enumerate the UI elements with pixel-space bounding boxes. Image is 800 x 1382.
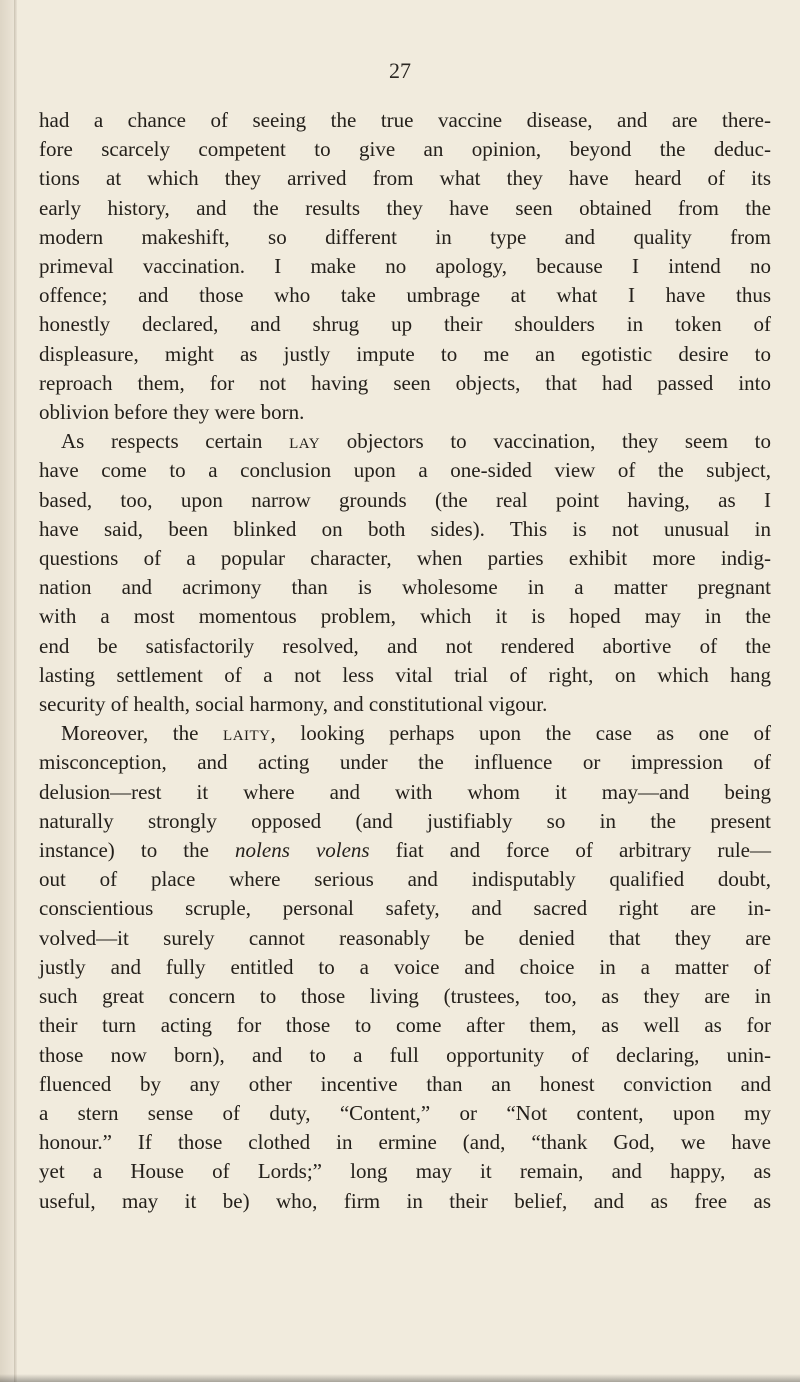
text-line: As respects certain lay objectors to vaccination, they seem to — [61, 429, 771, 454]
text-line: with a most momentous problem, which it is hoped may in the — [39, 604, 771, 629]
page-number: 27 — [389, 58, 411, 83]
text-line: such great concern to those living (trustees, too, as they are in — [39, 984, 771, 1009]
text-line: security of health, social harmony, and constitutional vigour. — [39, 692, 548, 717]
text-line: delusion—rest it where and with whom it may—and being — [39, 779, 771, 804]
text-line: fore scarcely competent to give an opinion, beyond the deduc- — [39, 137, 771, 162]
text-line: those now born), and to a full opportunity of declaring, unin- — [39, 1042, 771, 1067]
text-line: honour.” If those clothed in ermine (and, “thank God, we have — [39, 1130, 771, 1155]
text-line: instance) to the nolens volens fiat and force of arbitrary rule— — [39, 838, 771, 863]
text-line: based, too, upon narrow grounds (the real point having, as I — [39, 487, 771, 512]
text-line: Moreover, the laity, looking perhaps upon the case as one of — [61, 721, 771, 746]
text-line: honestly declared, and shrug up their shoulders in token of — [39, 312, 771, 337]
page-gutter-line — [14, 0, 17, 1382]
text-line: have said, been blinked on both sides). This is not unusual in — [39, 516, 771, 541]
text-line: justly and fully entitled to a voice and choice in a matter of — [39, 954, 771, 979]
paragraph-3 — [39, 719, 771, 1215]
text-line: fluenced by any other incentive than an honest conviction and — [39, 1071, 771, 1096]
text-line: reproach them, for not having seen objects, that had passed into — [39, 370, 771, 395]
text-line: nation and acrimony than is wholesome in a matter pregnant — [39, 575, 771, 600]
page-bottom-edge — [0, 1374, 800, 1382]
text-line: useful, may it be) who, firm in their belief, and as free as — [39, 1188, 771, 1213]
paragraph-2 — [39, 427, 771, 719]
text-line: tions at which they arrived from what they have heard of its — [39, 166, 771, 191]
text-line: have come to a conclusion upon a one-sided view of the subject, — [39, 458, 771, 483]
text-line: modern makeshift, so different in type and quality from — [39, 224, 771, 249]
text-line: displeasure, might as justly impute to me an egotistic desire to — [39, 341, 771, 366]
text-line: misconception, and acting under the influence or impression of — [39, 750, 771, 775]
text-line: primeval vaccination. I make no apology, because I intend no — [39, 254, 771, 279]
text-line: a stern sense of duty, “Content,” or “Not content, upon my — [39, 1100, 771, 1125]
paragraph-1 — [39, 106, 771, 427]
text-line: yet a House of Lords;” long may it remain, and happy, as — [39, 1159, 771, 1184]
text-line: oblivion before they were born. — [39, 400, 305, 425]
page-gutter-shade — [0, 0, 14, 1382]
text-line: out of place where serious and indisputably qualified doubt, — [39, 867, 771, 892]
text-line: conscientious scruple, personal safety, and sacred right are in- — [39, 896, 771, 921]
text-line: early history, and the results they have seen obtained from the — [39, 195, 771, 220]
text-line: questions of a popular character, when parties exhibit more indig- — [39, 546, 771, 571]
text-line: naturally strongly opposed (and justifiably so in the present — [39, 808, 771, 833]
text-line: had a chance of seeing the true vaccine disease, and are there- — [39, 108, 771, 132]
text-line: lasting settlement of a not less vital trial of right, on which hang — [39, 662, 771, 687]
text-line: volved—it surely cannot reasonably be denied that they are — [39, 925, 771, 950]
text-line: their turn acting for those to come after them, as well as for — [39, 1013, 771, 1038]
body-text — [39, 106, 771, 1216]
text-line: offence; and those who take umbrage at what I have thus — [39, 283, 771, 308]
text-line: end be satisfactorily resolved, and not rendered abortive of the — [39, 633, 771, 658]
